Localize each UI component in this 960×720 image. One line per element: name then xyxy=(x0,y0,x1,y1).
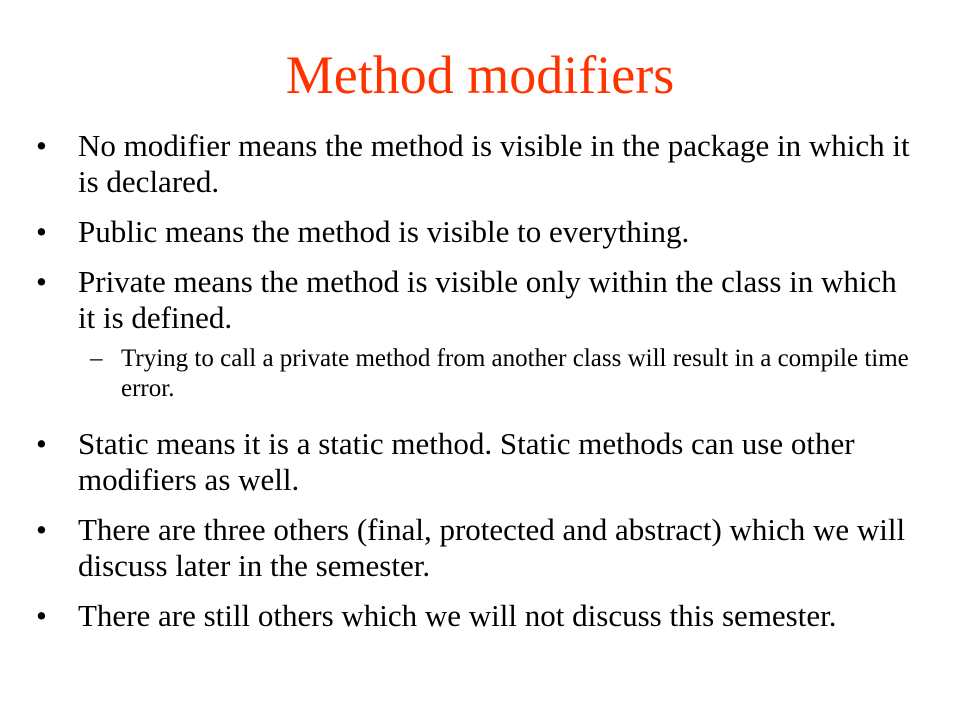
bullet-icon: • xyxy=(36,512,47,547)
bullet-icon: • xyxy=(36,214,47,249)
bullet-icon: • xyxy=(36,128,47,163)
bullet-text: Static means it is a static method. Static methods can use other modifiers as well. xyxy=(78,426,855,497)
slide-title: Method modifiers xyxy=(285,45,675,105)
bullet-icon: • xyxy=(36,426,47,461)
sub-bullet-text: Trying to call a private method from another class will result in a compile time error. xyxy=(121,345,909,402)
bullet-text: Private means the method is visible only within the class in which it is defined. xyxy=(78,264,897,335)
bullet-text: There are three others (final, protected and abstract) which we will discuss later in the semester. xyxy=(78,512,906,583)
bullet-list xyxy=(0,128,960,648)
bullet-text: There are still others which we will not discuss this semester. xyxy=(78,598,837,633)
bullet-icon: • xyxy=(36,598,47,633)
bullet-item xyxy=(0,214,960,250)
sub-bullet-item xyxy=(0,344,960,404)
bullet-item xyxy=(0,512,960,584)
bullet-item xyxy=(0,128,960,200)
bullet-icon: • xyxy=(36,264,47,299)
bullet-item xyxy=(0,264,960,336)
bullet-item xyxy=(0,426,960,498)
bullet-text: No modifier means the method is visible in the package in which it is declared. xyxy=(78,128,910,199)
bullet-text: Public means the method is visible to everything. xyxy=(78,214,690,249)
dash-icon: – xyxy=(90,345,103,372)
bullet-item xyxy=(0,598,960,634)
